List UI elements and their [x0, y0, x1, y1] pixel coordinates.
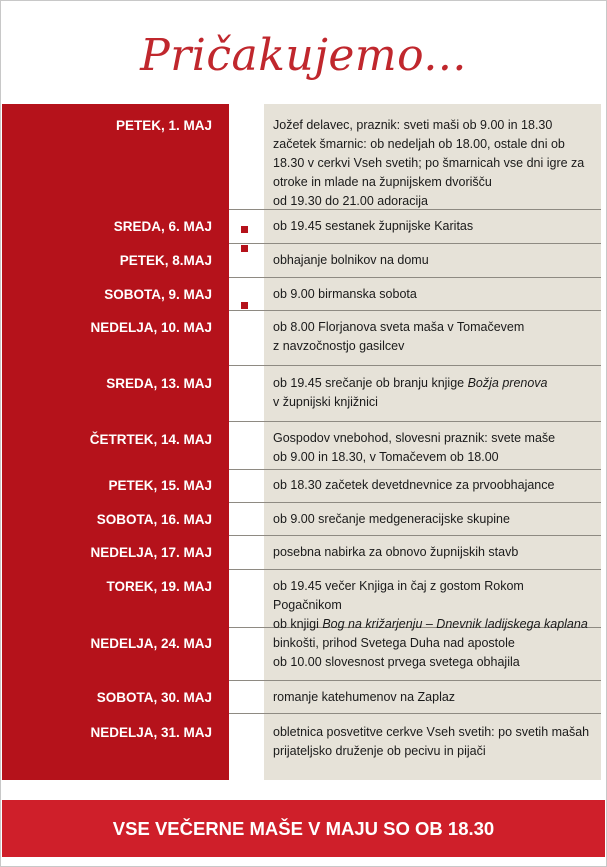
event-date: NEDELJA, 10. MAJ [90, 320, 212, 335]
event-date: SREDA, 6. MAJ [113, 219, 212, 234]
event-text: romanje katehumenov na Zaplaz [273, 690, 456, 704]
event-date: NEDELJA, 31. MAJ [90, 725, 212, 740]
event-text: ob 9.00 srečanje medgeneracijske skupine [273, 512, 510, 526]
page-title: Pričakujemo... [140, 30, 467, 81]
event-date: SOBOTA, 30. MAJ [96, 690, 212, 705]
event-date: SREDA, 13. MAJ [106, 376, 212, 391]
event-date: SOBOTA, 16. MAJ [96, 512, 212, 527]
event-date: PETEK, 1. MAJ [115, 118, 212, 133]
event-text: ob 8.00 Florjanova sveta maša v Tomačevem z navzočnostjo gasilcev [273, 320, 525, 353]
event-text: ob 19.45 sestanek župnijske Karitas [273, 219, 474, 233]
event-date: PETEK, 15. MAJ [108, 478, 212, 493]
event-date: TOREK, 19. MAJ [106, 579, 212, 594]
event-text: obletnica posvetitve cerkve Vseh svetih: po svetih mašah prijateljsko druženje ob pecivu in pijači [273, 725, 590, 758]
event-date: PETEK, 8.MAJ [119, 253, 212, 268]
event-text: ob 9.00 birmanska sobota [273, 287, 417, 301]
event-text: ob 19.45 večer Knjiga in čaj z gostom Rokom Pogačnikom ob knjigi Bog na križarjenju – Dnevnik ladijskega kaplana [273, 579, 588, 631]
event-date: NEDELJA, 24. MAJ [90, 636, 212, 651]
event-date: SOBOTA, 9. MAJ [104, 287, 212, 302]
footer-banner: VSE VEČERNE MAŠE V MAJU SO OB 18.30 [2, 800, 605, 857]
event-text: ob 18.30 začetek devetdnevnice za prvoobhajance [273, 478, 555, 492]
event-text: Jožef delavec, praznik: sveti maši ob 9.00 in 18.30 začetek šmarnic: ob nedeljah ob 18.00, ostale dni ob 18.30 v cerkvi Vseh svetih; po šmarnicah vse dni igre za otroke in mlade na župnijskem dvorišču od 19.30 do 21.00 adoracija [273, 118, 585, 208]
event-text: Gospodov vnebohod, slovesni praznik: svete maše ob 9.00 in 18.30, v Tomačevem ob 18.00 [273, 431, 556, 464]
event-text: obhajanje bolnikov na domu [273, 253, 429, 267]
event-text: ob 19.45 srečanje ob branju knjige Božja prenova v župnijski knjižnici [273, 376, 548, 409]
event-text: posebna nabirka za obnovo župnijskih stavb [273, 545, 519, 559]
event-text: binkošti, prihod Svetega Duha nad apostole ob 10.00 slovesnost prvega svetega obhajila [273, 636, 520, 669]
event-date: NEDELJA, 17. MAJ [90, 545, 212, 560]
event-date: ČETRTEK, 14. MAJ [89, 432, 212, 447]
